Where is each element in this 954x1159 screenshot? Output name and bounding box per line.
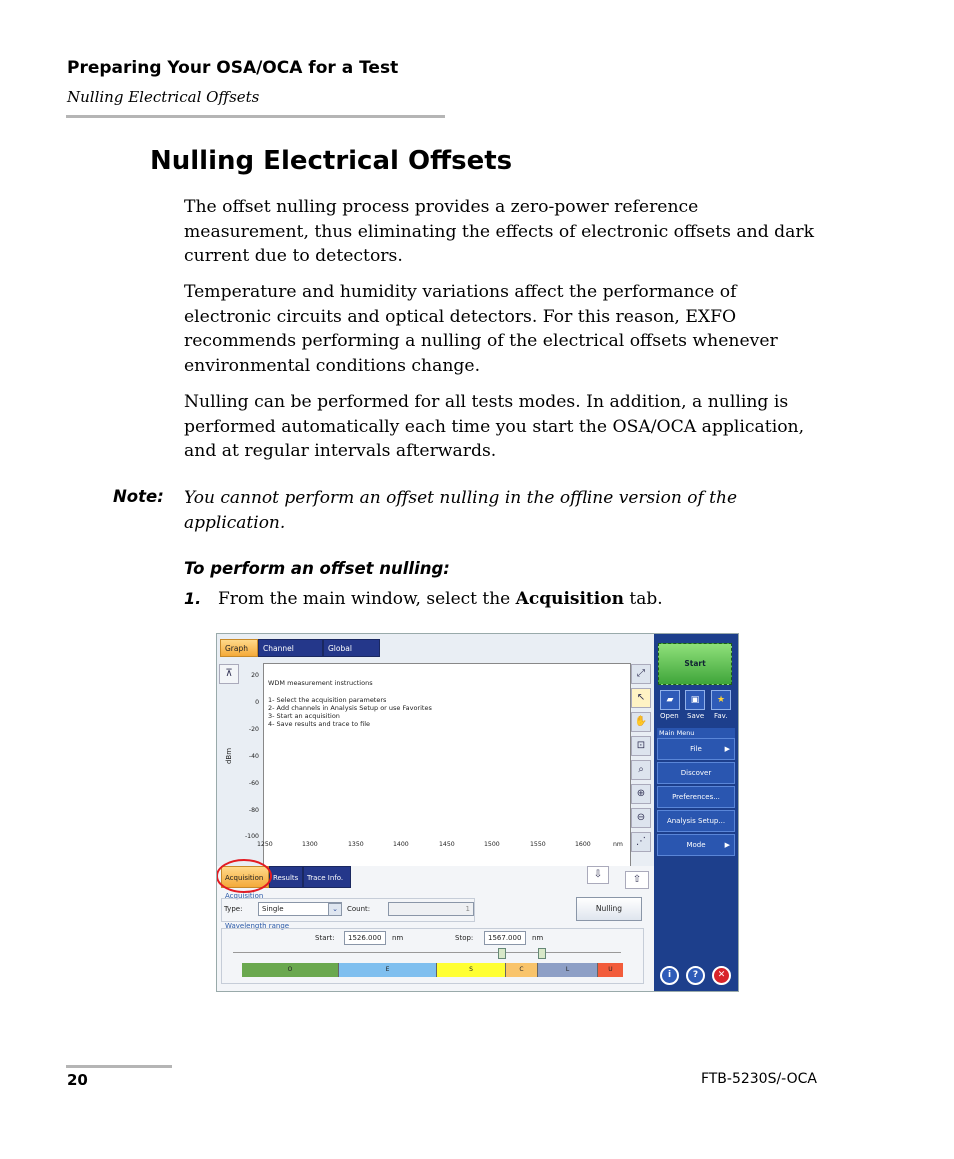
range-slider-stop-handle[interactable] xyxy=(538,948,546,959)
type-select[interactable]: Single xyxy=(258,902,342,916)
xtick: 1600 xyxy=(575,841,591,848)
count-field[interactable]: 1 xyxy=(388,902,474,916)
tab-channel-results[interactable]: Channel xyxy=(258,639,323,657)
band-l: L xyxy=(538,963,598,977)
favorites-star-icon[interactable]: ★ xyxy=(711,690,731,710)
save-label: Save xyxy=(687,712,705,720)
xtick: 1400 xyxy=(393,841,409,848)
count-label: Count: xyxy=(347,905,371,913)
ytick: 20 xyxy=(251,672,259,679)
xtick: 1550 xyxy=(530,841,546,848)
menu-preferences[interactable]: Preferences... xyxy=(657,786,735,808)
instruction-line: 3- Start an acquisition xyxy=(268,712,340,720)
chevron-down-icon[interactable]: ⌄ xyxy=(328,903,342,916)
menu-analysis-setup[interactable]: Analysis Setup... xyxy=(657,810,735,832)
stop-label: Stop: xyxy=(455,934,474,942)
application-screenshot xyxy=(216,633,739,992)
ytick: -80 xyxy=(248,807,259,814)
tab-trace-info[interactable]: Trace Info. xyxy=(303,866,351,888)
zoom-in-icon[interactable]: ⊕ xyxy=(631,784,651,804)
highlight-ellipse xyxy=(216,857,294,897)
xtick: 1350 xyxy=(348,841,364,848)
ytick: -60 xyxy=(248,780,259,787)
instructions-title: WDM measurement instructions xyxy=(268,679,373,687)
open-folder-icon[interactable]: ▰ xyxy=(660,690,680,710)
start-wavelength-input[interactable]: 1526.000 xyxy=(344,931,386,945)
range-slider-start-handle[interactable] xyxy=(498,948,506,959)
paragraph-2: Temperature and humidity variations affect the performance of electronic circuits and optical detectors. For this reason, EXFO recommends performing a nulling of the electrical offsets whenever environmental conditions change. xyxy=(184,282,778,376)
page-number: 20 xyxy=(67,1071,88,1089)
tab-graph[interactable]: Graph xyxy=(220,639,258,657)
menu-mode[interactable]: Mode ▶ xyxy=(657,834,735,856)
tab-results[interactable]: Results xyxy=(269,866,303,888)
acquisition-group-label: Acquisition xyxy=(225,892,264,900)
chevron-right-icon: ▶ xyxy=(724,841,730,849)
expand-panel-icon[interactable]: ⇧ xyxy=(625,871,649,889)
stop-unit: nm xyxy=(532,934,544,942)
ytick: -40 xyxy=(248,753,259,760)
nulling-button[interactable]: Nulling xyxy=(576,897,642,921)
instruction-line: 2- Add channels in Analysis Setup or use Favorites xyxy=(268,704,432,712)
ytick: -100 xyxy=(244,833,259,840)
pointer-icon[interactable]: ↖ xyxy=(631,688,651,708)
xtick: 1500 xyxy=(484,841,500,848)
xtick: 1450 xyxy=(439,841,455,848)
ytick: -20 xyxy=(248,726,259,733)
open-label: Open xyxy=(660,712,679,720)
zoom-area-icon[interactable]: ⊡ xyxy=(631,736,651,756)
type-label: Type: xyxy=(224,905,243,913)
save-disk-icon[interactable]: ▣ xyxy=(685,690,705,710)
band-e: E xyxy=(339,963,437,977)
start-unit: nm xyxy=(392,934,404,942)
footer-rule xyxy=(66,1065,172,1068)
tab-acquisition[interactable]: Acquisition xyxy=(221,866,269,888)
zoom-icon[interactable]: ⌕ xyxy=(631,760,651,780)
zoom-fit-icon[interactable]: ⤢ xyxy=(631,664,651,684)
help-icon[interactable]: ? xyxy=(686,966,705,985)
band-s: S xyxy=(437,963,506,977)
running-header-subtitle: Nulling Electrical Offsets xyxy=(67,88,260,106)
section-title: Nulling Electrical Offsets xyxy=(150,146,513,176)
note-text: You cannot perform an offset nulling in the offline version of the application. xyxy=(184,488,738,533)
xtick: 1300 xyxy=(302,841,318,848)
document-id: FTB-5230S/-OCA xyxy=(700,1071,817,1087)
pan-hand-icon[interactable]: ✋ xyxy=(631,712,651,732)
paragraph-3: Nulling can be performed for all tests modes. In addition, a nulling is performed automatically each time you start the OSA/OCA application, and at regular intervals afterwards. xyxy=(184,392,805,461)
tab-global-results[interactable]: Global xyxy=(323,639,380,657)
full-view-icon[interactable]: ⋰ xyxy=(631,832,651,852)
paragraph-1: The offset nulling process provides a zero-power reference measurement, thus eliminating the effects of electronic offsets and dark current due to detectors. xyxy=(184,197,815,266)
close-icon[interactable]: ✕ xyxy=(712,966,731,985)
fav-label: Fav. xyxy=(714,712,728,720)
wavelength-group-label: Wavelength range xyxy=(225,922,290,930)
note-label: Note: xyxy=(113,487,164,506)
menu-file[interactable]: File ▶ xyxy=(657,738,735,760)
info-icon[interactable]: i xyxy=(660,966,679,985)
instruction-line: 1- Select the acquisition parameters xyxy=(268,696,387,704)
xtick: 1250 xyxy=(257,841,273,848)
marker-icon[interactable]: ⊼ xyxy=(219,664,239,684)
zoom-out-icon[interactable]: ⊖ xyxy=(631,808,651,828)
menu-discover[interactable]: Discover xyxy=(657,762,735,784)
stop-wavelength-input[interactable]: 1567.000 xyxy=(484,931,526,945)
start-label: Start: xyxy=(315,934,335,942)
band-c: C xyxy=(506,963,538,977)
band-o: O xyxy=(242,963,339,977)
main-menu-label: Main Menu xyxy=(657,728,735,738)
header-rule xyxy=(66,115,445,118)
instruction-line: 4- Save results and trace to file xyxy=(268,720,371,728)
band-u: U xyxy=(598,963,623,977)
y-axis-label: dBm xyxy=(225,747,234,765)
ytick: 0 xyxy=(255,699,259,706)
step-number: 1. xyxy=(184,589,202,608)
chevron-right-icon: ▶ xyxy=(724,745,730,753)
running-header-title: Preparing Your OSA/OCA for a Test xyxy=(67,58,399,78)
start-button[interactable]: Start xyxy=(658,643,732,685)
procedure-title: To perform an offset nulling: xyxy=(184,559,450,578)
collapse-panel-icon[interactable]: ⇩ xyxy=(587,866,609,884)
step-text: From the main window, select the Acquisition tab. xyxy=(218,589,663,609)
x-axis-unit: nm xyxy=(613,841,623,848)
spectrum-plot[interactable] xyxy=(263,663,631,868)
range-slider-track[interactable] xyxy=(233,952,621,953)
